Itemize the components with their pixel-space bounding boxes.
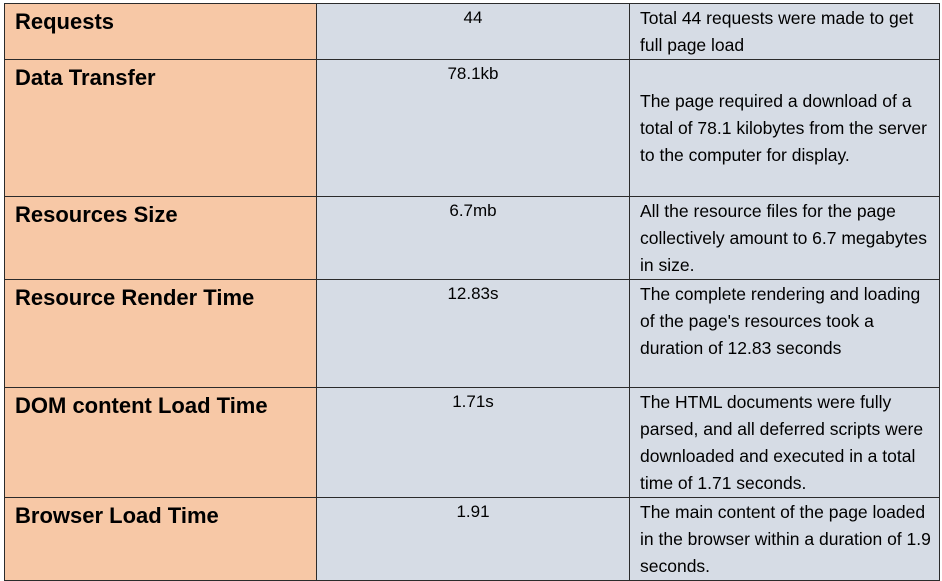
value-cell bbox=[317, 4, 630, 60]
table-row-data-transfer bbox=[5, 60, 940, 197]
metric-name: Requests bbox=[15, 9, 115, 34]
metric-value: 1.91 bbox=[456, 502, 490, 521]
metric-name: Data Transfer bbox=[15, 65, 156, 90]
metric-description: The main content of the page loaded in the browser within a duration of 1.9 seconds. bbox=[640, 502, 931, 576]
value-cell bbox=[317, 197, 630, 280]
description-cell bbox=[630, 498, 940, 581]
metric-description: The HTML documents were fully parsed, and all deferred scripts were downloaded and executed in a total time of 1.71 seconds. bbox=[640, 392, 924, 493]
table-row-resource-render-time bbox=[5, 280, 940, 388]
metric-description: All the resource files for the page collectively amount to 6.7 megabytes in size. bbox=[640, 201, 927, 275]
metric-cell bbox=[5, 388, 317, 498]
value-cell bbox=[317, 498, 630, 581]
metric-cell bbox=[5, 4, 317, 60]
value-cell bbox=[317, 280, 630, 388]
table-row-dom-content-load-time bbox=[5, 388, 940, 498]
metric-cell bbox=[5, 280, 317, 388]
table-row-resources-size bbox=[5, 197, 940, 280]
description-cell bbox=[630, 388, 940, 498]
value-cell bbox=[317, 60, 630, 197]
metric-name: DOM content Load Time bbox=[15, 393, 268, 418]
metric-name: Resource Render Time bbox=[15, 285, 255, 310]
description-cell bbox=[630, 4, 940, 60]
description-cell bbox=[630, 280, 940, 388]
metric-description: Total 44 requests were made to get full page load bbox=[640, 8, 914, 55]
value-cell bbox=[317, 388, 630, 498]
metric-name: Resources Size bbox=[15, 202, 178, 227]
metric-description: The complete rendering and loading of the page's resources took a duration of 12.83 seconds bbox=[640, 284, 921, 358]
metric-value: 44 bbox=[463, 8, 483, 27]
metric-name: Browser Load Time bbox=[15, 503, 219, 528]
metric-value: 6.7mb bbox=[449, 201, 497, 220]
description-cell bbox=[630, 197, 940, 280]
metric-description: The page required a download of a total of 78.1 kilobytes from the server to the computer for display. bbox=[640, 91, 927, 165]
metric-cell bbox=[5, 60, 317, 197]
metric-value: 1.71s bbox=[452, 392, 494, 411]
metric-cell bbox=[5, 498, 317, 581]
metric-value: 78.1kb bbox=[447, 64, 499, 83]
metric-value: 12.83s bbox=[447, 284, 499, 303]
performance-metrics-table bbox=[4, 3, 940, 581]
metric-cell bbox=[5, 197, 317, 280]
description-cell bbox=[630, 60, 940, 197]
table-row-requests bbox=[5, 4, 940, 60]
table-row-browser-load-time bbox=[5, 498, 940, 581]
